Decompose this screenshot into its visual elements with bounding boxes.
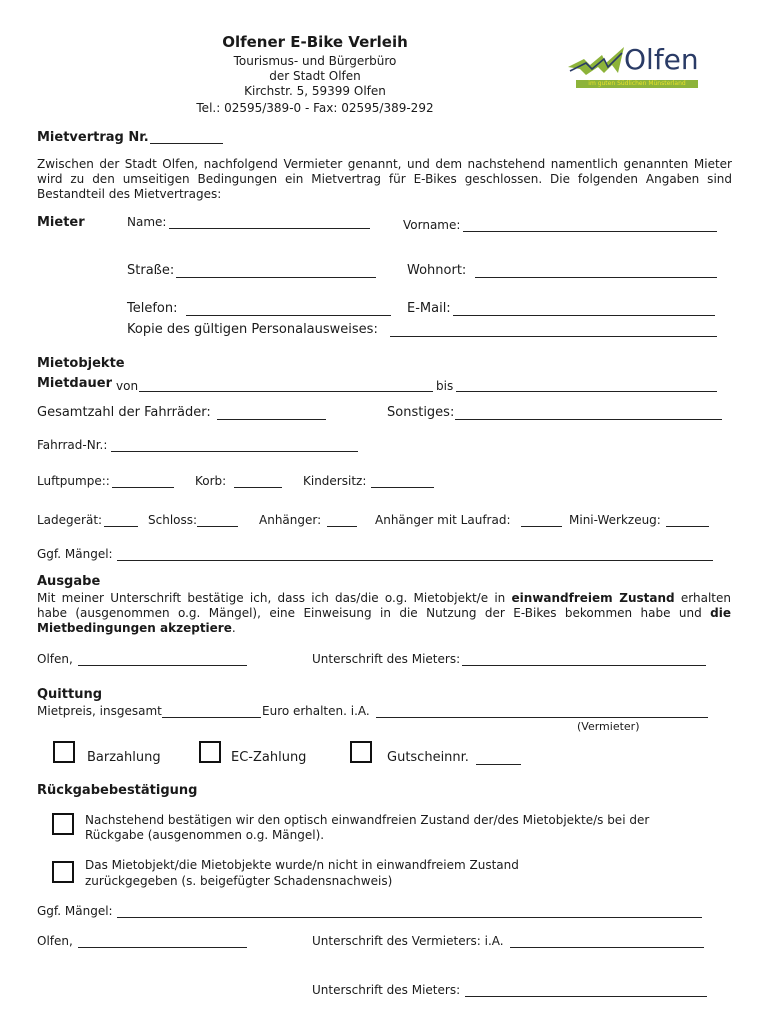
header-line-1: Tourismus- und Bürgerbüro [233, 54, 397, 68]
fahrradnr-label: Fahrrad-Nr.: [37, 438, 108, 452]
kindersitz-label: Kindersitz: [303, 474, 367, 488]
ausgabe-heading: Ausgabe [37, 574, 101, 589]
barzahlung-label: Barzahlung [87, 750, 161, 765]
wohnort-field[interactable] [475, 277, 717, 278]
rueckgabe-heading: Rückgabebestätigung [37, 783, 198, 798]
wohnort-label: Wohnort: [407, 263, 467, 278]
ausgabe-bold-terms: die Mietbedingungen akzeptiere [37, 606, 731, 635]
header-line-2: der Stadt Olfen [269, 69, 361, 83]
mietdauer-label: Mietdauer [37, 376, 112, 391]
rueckgabe-ort-field[interactable] [78, 947, 247, 948]
vermieter-caption: (Vermieter) [577, 720, 640, 733]
anhaenger-label: Anhänger: [259, 513, 322, 527]
anhaenger-laufrad-field[interactable] [521, 526, 562, 527]
luftpumpe-field[interactable] [112, 487, 174, 488]
ausgabe-ort-field[interactable] [78, 665, 247, 666]
rueckgabe-damaged-line-1: Das Mietobjekt/die Mietobjekte wurde/n nicht in einwandfreiem Zustand [85, 858, 519, 872]
ausweis-label: Kopie des gültigen Personalausweises: [127, 322, 378, 337]
ausgabe-signature-field[interactable] [462, 665, 706, 666]
ec-zahlung-label: EC-Zahlung [231, 750, 307, 765]
quittung-heading: Quittung [37, 687, 103, 702]
header-line-3: Kirchstr. 5, 59399 Olfen [244, 84, 386, 98]
von-label: von [116, 379, 139, 393]
vermieter-signature-field[interactable] [376, 717, 708, 718]
telefon-field[interactable] [186, 315, 391, 316]
korb-label: Korb: [195, 474, 227, 488]
sonstiges-label: Sonstiges: [387, 405, 455, 420]
gesamtzahl-field[interactable] [217, 419, 326, 420]
vorname-label: Vorname: [403, 218, 461, 232]
telefon-label: Telefon: [127, 301, 178, 316]
euro-label: Euro erhalten. i.A. [262, 704, 370, 718]
barzahlung-checkbox[interactable] [53, 741, 75, 763]
vorname-field[interactable] [463, 231, 717, 232]
ladegeraet-field[interactable] [104, 526, 138, 527]
bis-field[interactable] [456, 391, 717, 392]
rueckgabe-ok-line-1: Nachstehend bestätigen wir den optisch einwandfreien Zustand der/des Mietobjekte/s bei der [85, 813, 650, 827]
logo-text: Olfen [624, 43, 699, 76]
ausgabe-bold-condition: einwandfreiem Zustand [511, 591, 675, 605]
strasse-label: Straße: [127, 263, 175, 278]
contract-intro: Zwischen der Stadt Olfen, nachfolgend Vermieter genannt, und dem nachstehend namentlich genannten Mieter wird zu den umseitigen Bedingungen ein Mietvertrag für E-Bikes geschlossen. Die folgenden Angaben sind Bestandteil des Mietvertrages: [37, 157, 732, 201]
logo-swoosh-icon [566, 45, 628, 81]
ec-zahlung-checkbox[interactable] [199, 741, 221, 763]
rueckgabe-ok-checkbox[interactable] [52, 813, 74, 835]
rueckgabe-ort-label: Olfen, [37, 934, 73, 948]
schloss-label: Schloss: [148, 513, 198, 527]
name-field[interactable] [169, 228, 370, 229]
gutschein-field[interactable] [476, 764, 521, 765]
maengel-field[interactable] [117, 560, 713, 561]
contract-number-label: Mietvertrag Nr. [37, 130, 149, 145]
header-line-4: Tel.: 02595/389-0 - Fax: 02595/389-292 [196, 101, 434, 115]
kindersitz-field[interactable] [371, 487, 434, 488]
rueckgabe-mieter-signature-field[interactable] [465, 996, 707, 997]
rueckgabe-mieter-signature-label: Unterschrift des Mieters: [312, 983, 461, 997]
rueckgabe-vermieter-signature-label: Unterschrift des Vermieters: i.A. [312, 934, 504, 948]
email-label: E-Mail: [407, 301, 451, 316]
gesamtzahl-label: Gesamtzahl der Fahrräder: [37, 405, 211, 420]
korb-field[interactable] [234, 487, 282, 488]
ausgabe-ort-label: Olfen, [37, 652, 73, 666]
rueckgabe-vermieter-signature-field[interactable] [510, 947, 704, 948]
maengel-label: Ggf. Mängel: [37, 547, 113, 561]
strasse-field[interactable] [176, 277, 376, 278]
rueckgabe-damaged-line-2: zurückgegeben (s. beigefügter Schadensnachweis) [85, 874, 393, 888]
ausgabe-signature-label: Unterschrift des Mieters: [312, 652, 461, 666]
ladegeraet-label: Ladegerät: [37, 513, 103, 527]
luftpumpe-label: Luftpumpe:: [37, 474, 110, 488]
sonstiges-field[interactable] [455, 419, 722, 420]
schloss-field[interactable] [197, 526, 238, 527]
tenant-heading: Mieter [37, 215, 85, 230]
anhaenger-field[interactable] [327, 526, 357, 527]
rueckgabe-ok-line-2: Rückgabe (ausgenommen o.g. Mängel). [85, 828, 325, 842]
objects-heading: Mietobjekte [37, 356, 125, 371]
mietpreis-label: Mietpreis, insgesamt [37, 704, 162, 718]
rueckgabe-maengel-field[interactable] [117, 917, 702, 918]
ausweis-field[interactable] [390, 336, 717, 337]
von-field[interactable] [139, 391, 433, 392]
bis-label: bis [436, 379, 454, 393]
anhaenger-laufrad-label: Anhänger mit Laufrad: [375, 513, 511, 527]
header-title: Olfener E-Bike Verleih [222, 33, 408, 51]
rueckgabe-maengel-label: Ggf. Mängel: [37, 904, 113, 918]
gutschein-label: Gutscheinnr. [387, 750, 469, 765]
rueckgabe-damaged-checkbox[interactable] [52, 861, 74, 883]
gutschein-checkbox[interactable] [350, 741, 372, 763]
olfen-logo [566, 43, 706, 93]
logo-tagline: im guten Südlichen Münsterland [576, 80, 698, 88]
contract-number-field[interactable] [150, 143, 223, 144]
email-field[interactable] [453, 315, 715, 316]
miniwerkzeug-field[interactable] [666, 526, 709, 527]
ausgabe-text: Mit meiner Unterschrift bestätige ich, dass ich das/die o.g. Mietobjekt/e in einwandfreiem Zustand erhalten habe (ausgenommen o.g. Mängel), eine Einweisung in die Nutzung der E-Bikes bekommen habe und die Mietbedingungen akzeptiere. [37, 591, 732, 635]
mietpreis-field[interactable] [162, 717, 261, 718]
miniwerkzeug-label: Mini-Werkzeug: [569, 513, 661, 527]
name-label: Name: [127, 215, 167, 229]
fahrradnr-field[interactable] [111, 451, 358, 452]
